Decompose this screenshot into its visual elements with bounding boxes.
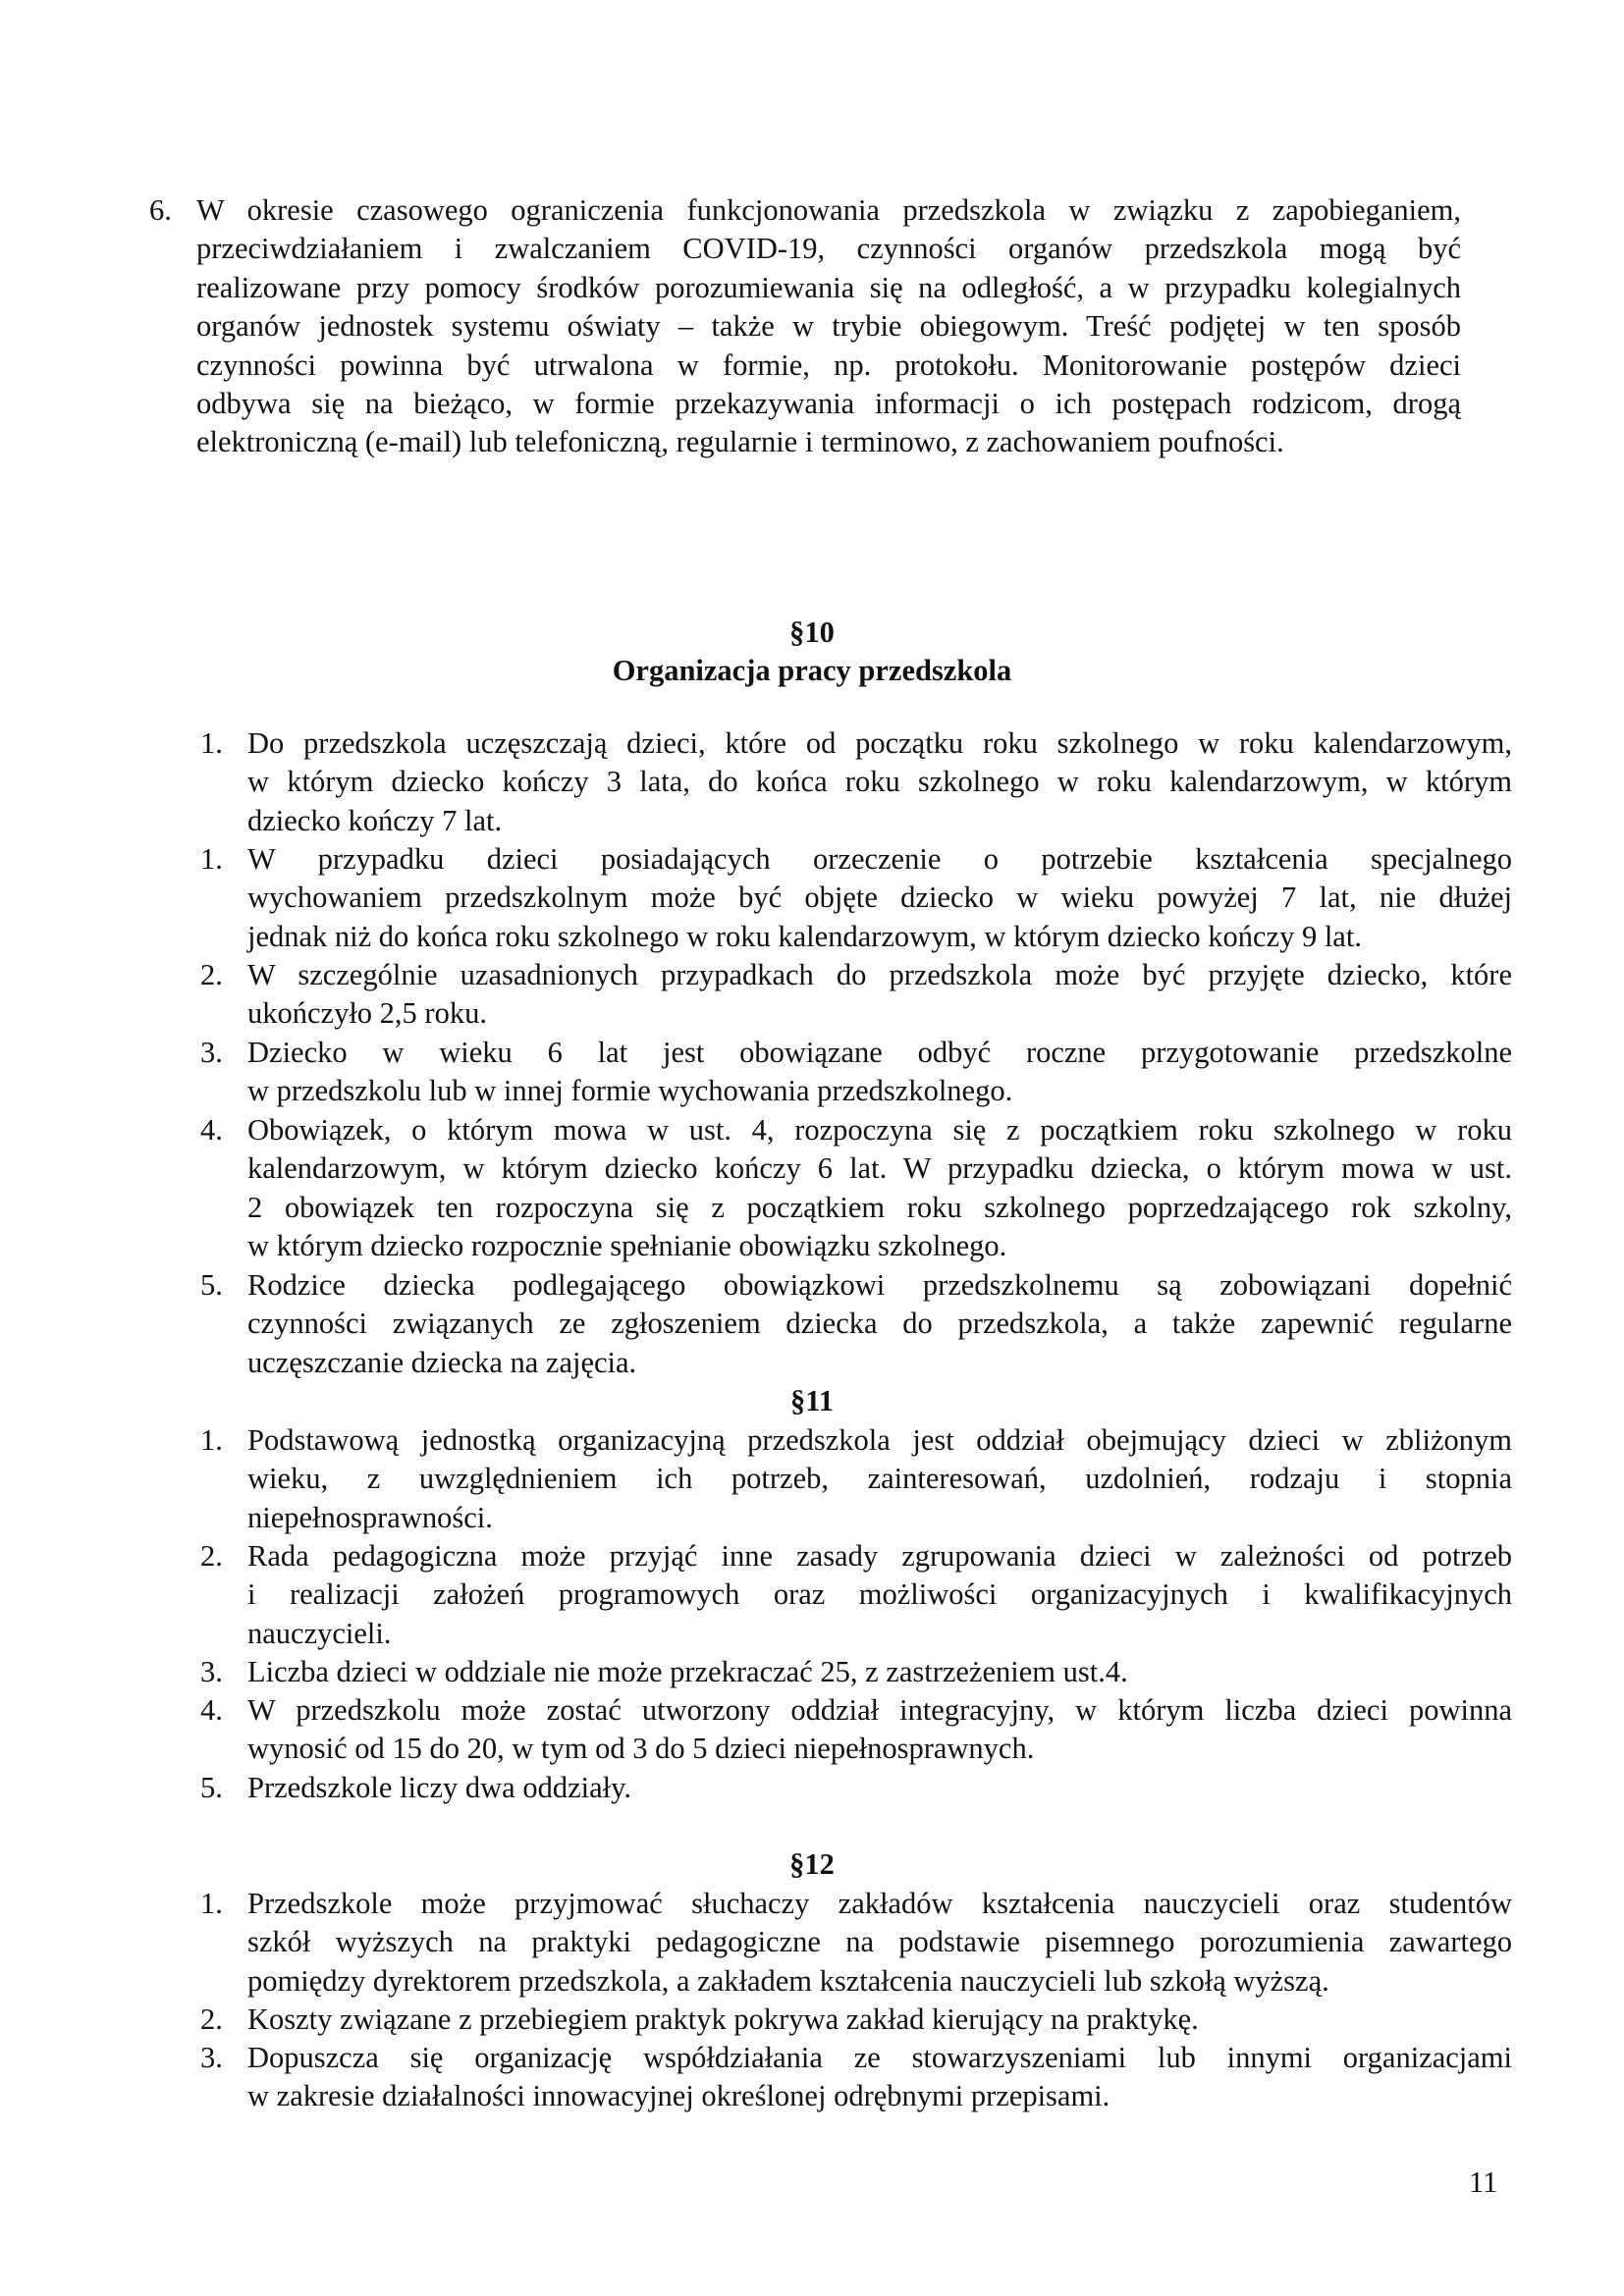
item-text: [247, 1111, 1512, 1266]
item-text: [247, 2001, 1512, 2039]
text-line: Obowiązek, o którym mowa w ust. 4, rozpoczyna się z początkiem roku szkolnego w roku: [247, 1113, 1512, 1147]
text-line: Rodzice dziecka podlegającego obowiązkowi przedszkolnemu są zobowiązani dopełnić: [247, 1268, 1512, 1302]
item-number: 5.: [200, 1268, 223, 1302]
text-line: Liczba dzieci w oddziale nie może przekraczać 25, z zastrzeżeniem ust.4.: [247, 1655, 1128, 1688]
list-item: [200, 2001, 1512, 2039]
list-item: [200, 1111, 1512, 1266]
text-line: dziecko kończy 7 lat.: [247, 803, 503, 837]
item-text: [247, 1653, 1512, 1691]
text-line: uczęszczanie dziecka na zajęcia.: [247, 1345, 637, 1379]
list-item: [200, 1885, 1512, 2001]
item-text: [247, 724, 1512, 840]
list-item: [149, 191, 1461, 462]
list-item: [200, 1266, 1512, 1382]
text-line: czynności związanych ze zgłoszeniem dziecka do przedszkola, a także zapewnić regularne: [247, 1307, 1512, 1341]
text-line: W okresie czasowego ograniczenia funkcjonowania przedszkola w związku z zapobieganiem,: [196, 193, 1461, 227]
item-text: [247, 1421, 1512, 1537]
text-line: niepełnosprawności.: [247, 1500, 493, 1534]
text-line: pomiędzy dyrektorem przedszkola, a zakładem kształcenia nauczycieli lub szkołą wyższą.: [247, 1963, 1329, 1998]
text-line: Przedszkole liczy dwa oddziały.: [247, 1771, 631, 1804]
list-item: [200, 1691, 1512, 1769]
item-number: 1.: [200, 726, 223, 760]
text-line: czynności powinna być utrwalona w formie, np. protokołu. Monitorowanie postępów dzieci: [196, 347, 1461, 382]
item-text: [247, 1266, 1512, 1382]
item-number: 4.: [200, 1693, 223, 1727]
list-item: [200, 1034, 1512, 1111]
list-item: [200, 1421, 1512, 1537]
section-symbol: §11: [789, 1384, 835, 1417]
list-item: [200, 956, 1512, 1034]
text-line: W przedszkolu może zostać utworzony oddział integracyjny, w którym liczba dzieci powinna: [247, 1693, 1512, 1727]
text-line: w przedszkolu lub w innej formie wychowania przedszkolnego.: [247, 1074, 1013, 1108]
item-text: [247, 2039, 1512, 2116]
text-line: W szczególnie uzasadnionych przypadkach do przedszkola może być przyjęte dziecko, które: [247, 958, 1512, 991]
item-number: 3.: [200, 1036, 223, 1069]
item-number: 6.: [149, 193, 172, 227]
item-text: [247, 1537, 1512, 1653]
item-number: 1.: [200, 842, 223, 876]
text-line: przeciwdziałaniem i zwalczaniem COVID-19, czynności organów przedszkola mogą być: [196, 232, 1461, 266]
page-number: 11: [1469, 2165, 1498, 2199]
text-line: realizowane przy pomocy środków porozumiewania się na odległość, a w przypadku kolegialnych: [196, 270, 1461, 304]
item-text: [247, 840, 1512, 956]
text-line: wychowaniem przedszkolnym może być objęte dziecko w wieku powyżej 7 lat, nie dłużej: [247, 881, 1512, 915]
item-text: [247, 1885, 1512, 2001]
text-line: Rada pedagogiczna może przyjąć inne zasady zgrupowania dzieci w zależności od potrzeb: [247, 1539, 1512, 1573]
item-number: 5.: [200, 1771, 223, 1804]
text-line: kalendarzowym, w którym dziecko kończy 6 lat. W przypadku dziecka, o którym mowa w ust.: [247, 1151, 1512, 1186]
item-number: 2.: [200, 2002, 223, 2036]
section-symbol: §12: [789, 1847, 835, 1881]
text-line: Dziecko w wieku 6 lat jest obowiązane odbyć roczne przygotowanie przedszkolne: [247, 1036, 1512, 1069]
text-line: 2 obowiązek ten rozpoczyna się z początkiem roku szkolnego poprzedzającego rok szkolny,: [247, 1190, 1512, 1224]
item-number: 2.: [200, 1539, 223, 1573]
text-line: w zakresie działalności innowacyjnej określonej odrębnymi przepisami.: [247, 2079, 1110, 2113]
text-line: organów jednostek systemu oświaty – także w trybie obiegowym. Treść podjętej w ten sposób: [196, 309, 1461, 344]
text-line: wynosić od 15 do 20, w tym od 3 do 5 dzieci niepełnosprawnych.: [247, 1732, 1035, 1766]
list-item: [200, 1653, 1512, 1691]
list-item: [200, 840, 1512, 956]
item-text: [196, 191, 1461, 462]
text-line: ukończyło 2,5 roku.: [247, 996, 487, 1031]
section-symbol: §10: [789, 615, 835, 649]
list-item: [200, 1537, 1512, 1653]
text-line: w którym dziecko rozpocznie spełnianie obowiązku szkolnego.: [247, 1229, 1007, 1263]
item-text: [247, 956, 1512, 1034]
item-number: 1.: [200, 1423, 223, 1457]
text-line: i realizacji założeń programowych oraz możliwości organizacyjnych i kwalifikacyjnych: [247, 1577, 1512, 1612]
item-text: [247, 1769, 1512, 1807]
text-line: elektroniczną (e-mail) lub telefoniczną, regularnie i terminowo, z zachowaniem poufności.: [196, 425, 1284, 459]
text-line: odbywa się na bieżąco, w formie przekazywania informacji o ich postępach rodzicom, drogą: [196, 387, 1461, 421]
item-text: [247, 1034, 1512, 1111]
text-line: Dopuszcza się organizację współdziałania ze stowarzyszeniami lub innymi organizacjami: [247, 2041, 1512, 2074]
text-line: wieku, z uwzględnieniem ich potrzeb, zainteresowań, uzdolnień, rodzaju i stopnia: [247, 1462, 1512, 1496]
text-line: w którym dziecko kończy 3 lata, do końca roku szkolnego w roku kalendarzowym, w którym: [247, 765, 1512, 799]
item-number: 4.: [200, 1113, 223, 1147]
text-line: Do przedszkola uczęszczają dzieci, które od początku roku szkolnego w roku kalendarzowym,: [247, 726, 1512, 760]
text-line: Podstawową jednostką organizacyjną przedszkola jest oddział obejmujący dzieci w zbliżonym: [247, 1423, 1512, 1457]
list-item: [200, 2039, 1512, 2116]
item-number: 1.: [200, 1887, 223, 1920]
text-line: Przedszkole może przyjmować słuchaczy zakładów kształcenia nauczycieli oraz studentów: [247, 1887, 1512, 1920]
item-text: [247, 1691, 1512, 1769]
text-line: W przypadku dzieci posiadających orzeczenie o potrzebie kształcenia specjalnego: [247, 842, 1512, 876]
text-line: jednak niż do końca roku szkolnego w roku kalendarzowym, w którym dziecko kończy 9 lat.: [247, 919, 1362, 953]
item-number: 3.: [200, 2041, 223, 2074]
item-number: 3.: [200, 1655, 223, 1688]
text-line: Koszty związane z przebiegiem praktyk pokrywa zakład kierujący na praktykę.: [247, 2002, 1199, 2036]
text-line: szkół wyższych na praktyki pedagogiczne na podstawie pisemnego porozumienia zawartego: [247, 1925, 1512, 1959]
list-item: [200, 724, 1512, 840]
item-number: 2.: [200, 958, 223, 991]
section-title: Organizacja pracy przedszkola: [612, 654, 1012, 687]
list-item: [200, 1769, 1512, 1807]
text-line: nauczycieli.: [247, 1616, 392, 1650]
